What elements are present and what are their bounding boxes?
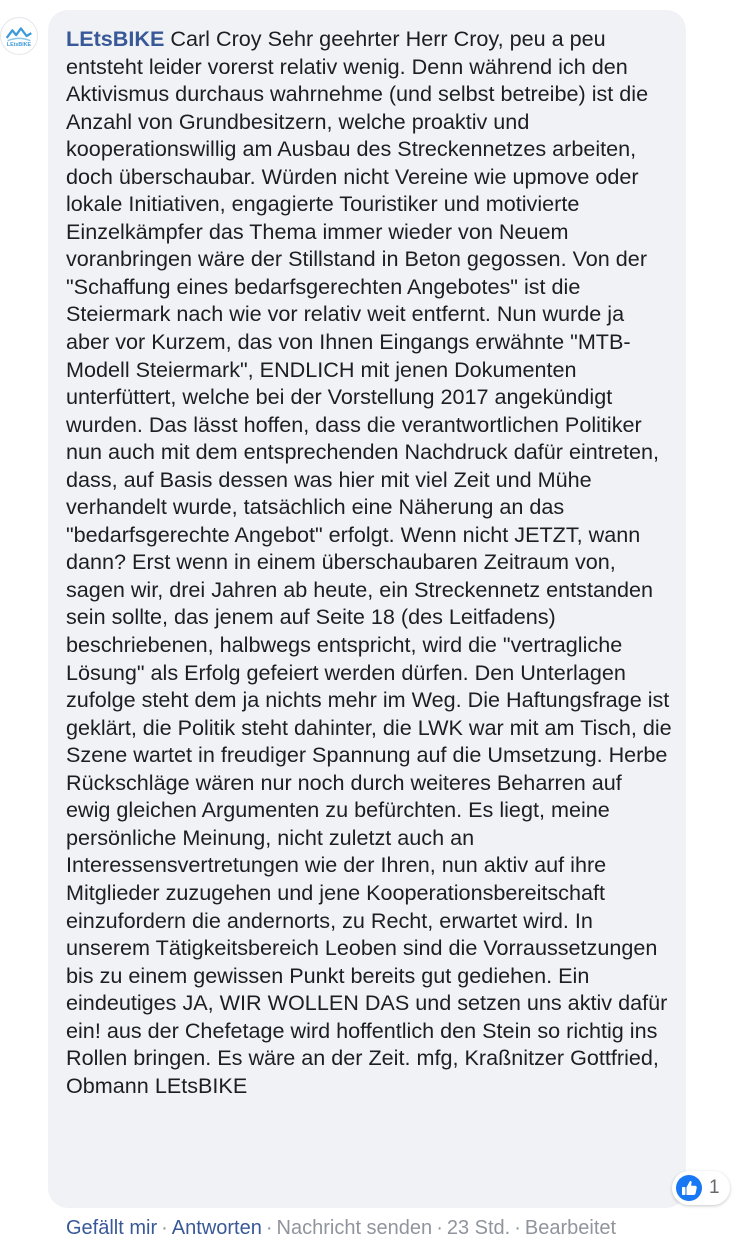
comment-body xyxy=(66,25,672,1099)
thumbs-up-icon xyxy=(675,1174,703,1202)
timestamp[interactable]: 23 Std. xyxy=(446,1217,511,1239)
author-name[interactable]: LEtsBIKE xyxy=(66,26,165,51)
avatar[interactable] xyxy=(0,17,38,55)
reply-button[interactable]: Antworten xyxy=(171,1217,262,1239)
comment-text: Carl Croy Sehr geehrter Herr Croy, peu a peu entsteht leider vorerst relativ wenig. Denn während ich den Aktivismus durchaus wahrnehme (und selbst betreibe) ist die Anzahl von Grundbesitzern, welche proaktiv und kooperationswillig am Ausbau des Streckennetzes arbeiten, doch überschaubar. Würden nicht Vereine wie upmove oder lokale Initiativen, engagierte Touristiker und motivierte Einzelkämpfer das Thema immer wieder von Neuem voranbringen wäre der Stillstand in Beton gegossen. Von der "Schaffung eines bedarfsgerechten Angebotes" ist die Steiermark nach wie vor relativ weit entfernt. Nun wurde ja aber vor Kurzem, das von Ihnen Eingangs erwähnte "MTB-Modell Steiermark", ENDLICH mit jenen Dokumenten unterfüttert, welche bei der Vorstellung 2017 angekündigt wurden. Das lässt hoffen, dass die verantwortlichen Politiker nun auch mit dem entsprechenden Nachdruck dafür eintreten, dass, auf Basis dessen was hier mit viel Zeit und Mühe verhandelt wurde, tatsächlich eine Näherung an das "bedarfsgerechte Angebot" erfolgt. Wenn nicht JETZT, wann dann? Erst wenn in einem überschaubaren Zeitraum von, sagen wir, drei Jahren ab heute, ein Streckennetz entstanden sein sollte, das jenem auf Seite 18 (des Leitfadens) beschriebenen, halbwegs entspricht, wird die "vertragliche Lösung" als Erfolg gefeiert werden dürfen. Den Unterlagen zufolge steht dem ja nichts mehr im Weg. Die Haftungsfrage ist geklärt, die Politik steht dahinter, die LWK war mit am Tisch, die Szene wartet in freudiger Spannung auf die Umsetzung. Herbe Rückschläge wären nur noch durch weiteres Beharren auf ewig gleichen Argumenten zu befürchten. Es liegt, meine persönliche Meinung, nicht zuletzt auch an Interessensvertretungen wie der Ihren, nun aktiv auf ihre Mitglieder zuzugehen und jene Kooperationsbereitschaft einzufordern die andernorts, zu Recht, erwartet wird. In unserem Tätigkeitsbereich Leoben sind die Vorraussetzungen bis zu einem gewissen Punkt bereits gut gediehen. Ein eindeutiges JA, WIR WOLLEN DAS und setzen uns aktiv dafür ein! aus der Chefetage wird hoffentlich den Stein so richtig ins Rollen bringen. Es wäre an der Zeit. mfg, Kraßnitzer Gottfried, Obmann LEtsBIKE xyxy=(66,26,672,1098)
separator: · xyxy=(436,1217,443,1239)
edited-label[interactable]: Bearbeitet xyxy=(524,1217,617,1239)
separator: · xyxy=(514,1217,521,1239)
separator: · xyxy=(265,1217,273,1239)
avatar-logo-text: LEtsBIKE xyxy=(6,41,32,48)
reaction-count: 1 xyxy=(709,1177,720,1198)
letsbike-logo-icon xyxy=(1,18,37,54)
reaction-summary[interactable] xyxy=(672,1171,730,1205)
separator: · xyxy=(161,1217,168,1239)
comment-bubble xyxy=(48,10,686,1208)
send-message-button[interactable]: Nachricht senden xyxy=(276,1217,433,1239)
like-button[interactable]: Gefällt mir xyxy=(66,1217,158,1239)
comment-actions xyxy=(66,1214,616,1242)
